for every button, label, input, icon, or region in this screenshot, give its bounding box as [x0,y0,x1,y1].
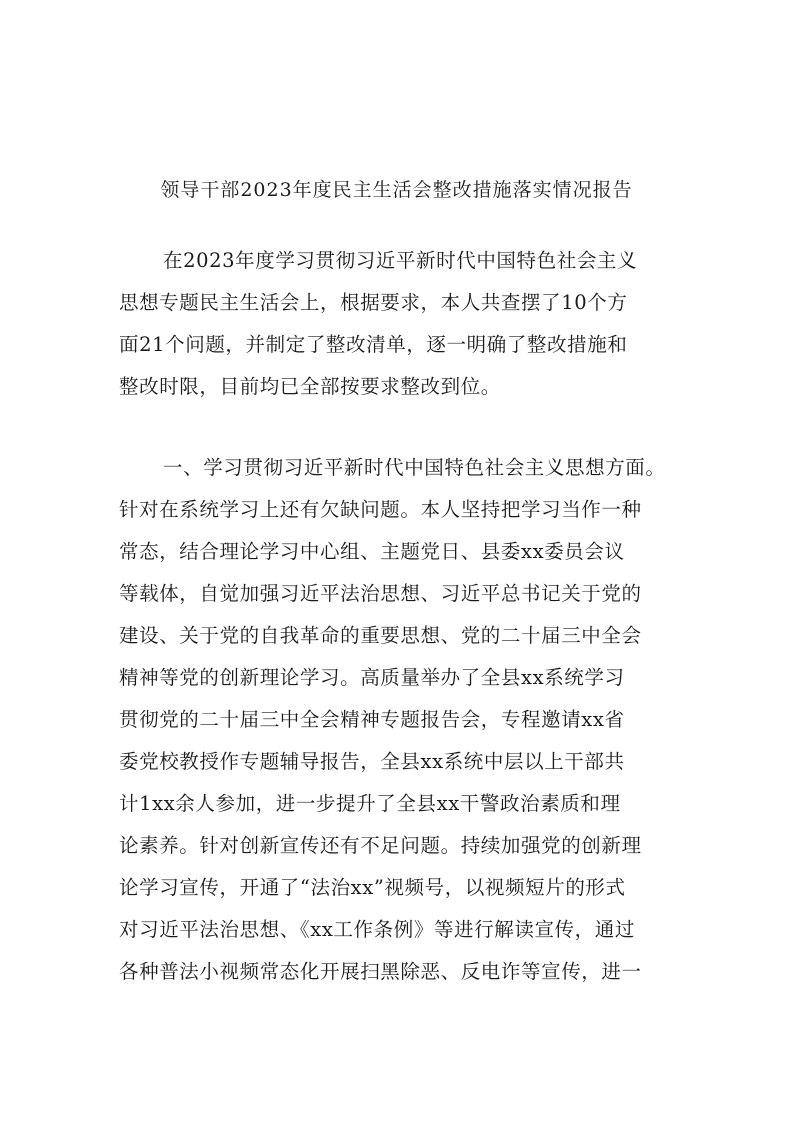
text-line: 贯彻党的二十届三中全会精神专题报告会，专程邀请xx省 [119,708,625,731]
text-line: 针对在系统学习上还有欠缺问题。本人坚持把学习当作一种 [119,498,642,521]
text-line: 常态，结合理论学习中心组、主题党日、县委xx委员会议 [119,540,625,563]
text-line: 等载体，自觉加强习近平法治思想、习近平总书记关于党的 [119,582,642,605]
text-line: 整改时限，目前均已全部按要求整改到位。 [119,375,501,398]
text-line: 精神等党的创新理论学习。高质量举办了全县xx系统学习 [119,666,625,689]
text-line: 论素养。针对创新宣传还有不足问题。持续加强党的创新理 [119,834,642,857]
text-line: 论学习宣传，开通了“法治xx”视频号，以视频短片的形式 [119,876,626,899]
text-line: 在2023年度学习贯彻习近平新时代中国特色社会主义 [163,249,638,272]
text-line: 建设、关于党的自我革命的重要思想、党的二十届三中全会 [119,624,642,647]
document-title: 领导干部2023年度民主生活会整改措施落实情况报告 [160,179,633,201]
text-line: 面21个问题，并制定了整改清单，逐一明确了整改措施和 [119,333,628,356]
text-line: 一、学习贯彻习近平新时代中国特色社会主义思想方面。 [163,456,666,479]
text-line: 计1xx余人参加，进一步提升了全县xx干警政治素质和理 [119,792,621,815]
paragraph-section-one [119,447,719,993]
text-line: 对习近平法治思想、《xx工作条例》等进行解读宣传，通过 [119,918,635,941]
text-line: 各种普法小视频常态化开展扫黑除恶、反电诈等宣传，进一 [119,960,642,983]
paragraph-intro [119,240,719,408]
text-line: 思想专题民主生活会上，根据要求，本人共查摆了10个方 [119,291,628,314]
text-line: 委党校教授作专题辅导报告，全县xx系统中层以上干部共 [119,750,625,773]
